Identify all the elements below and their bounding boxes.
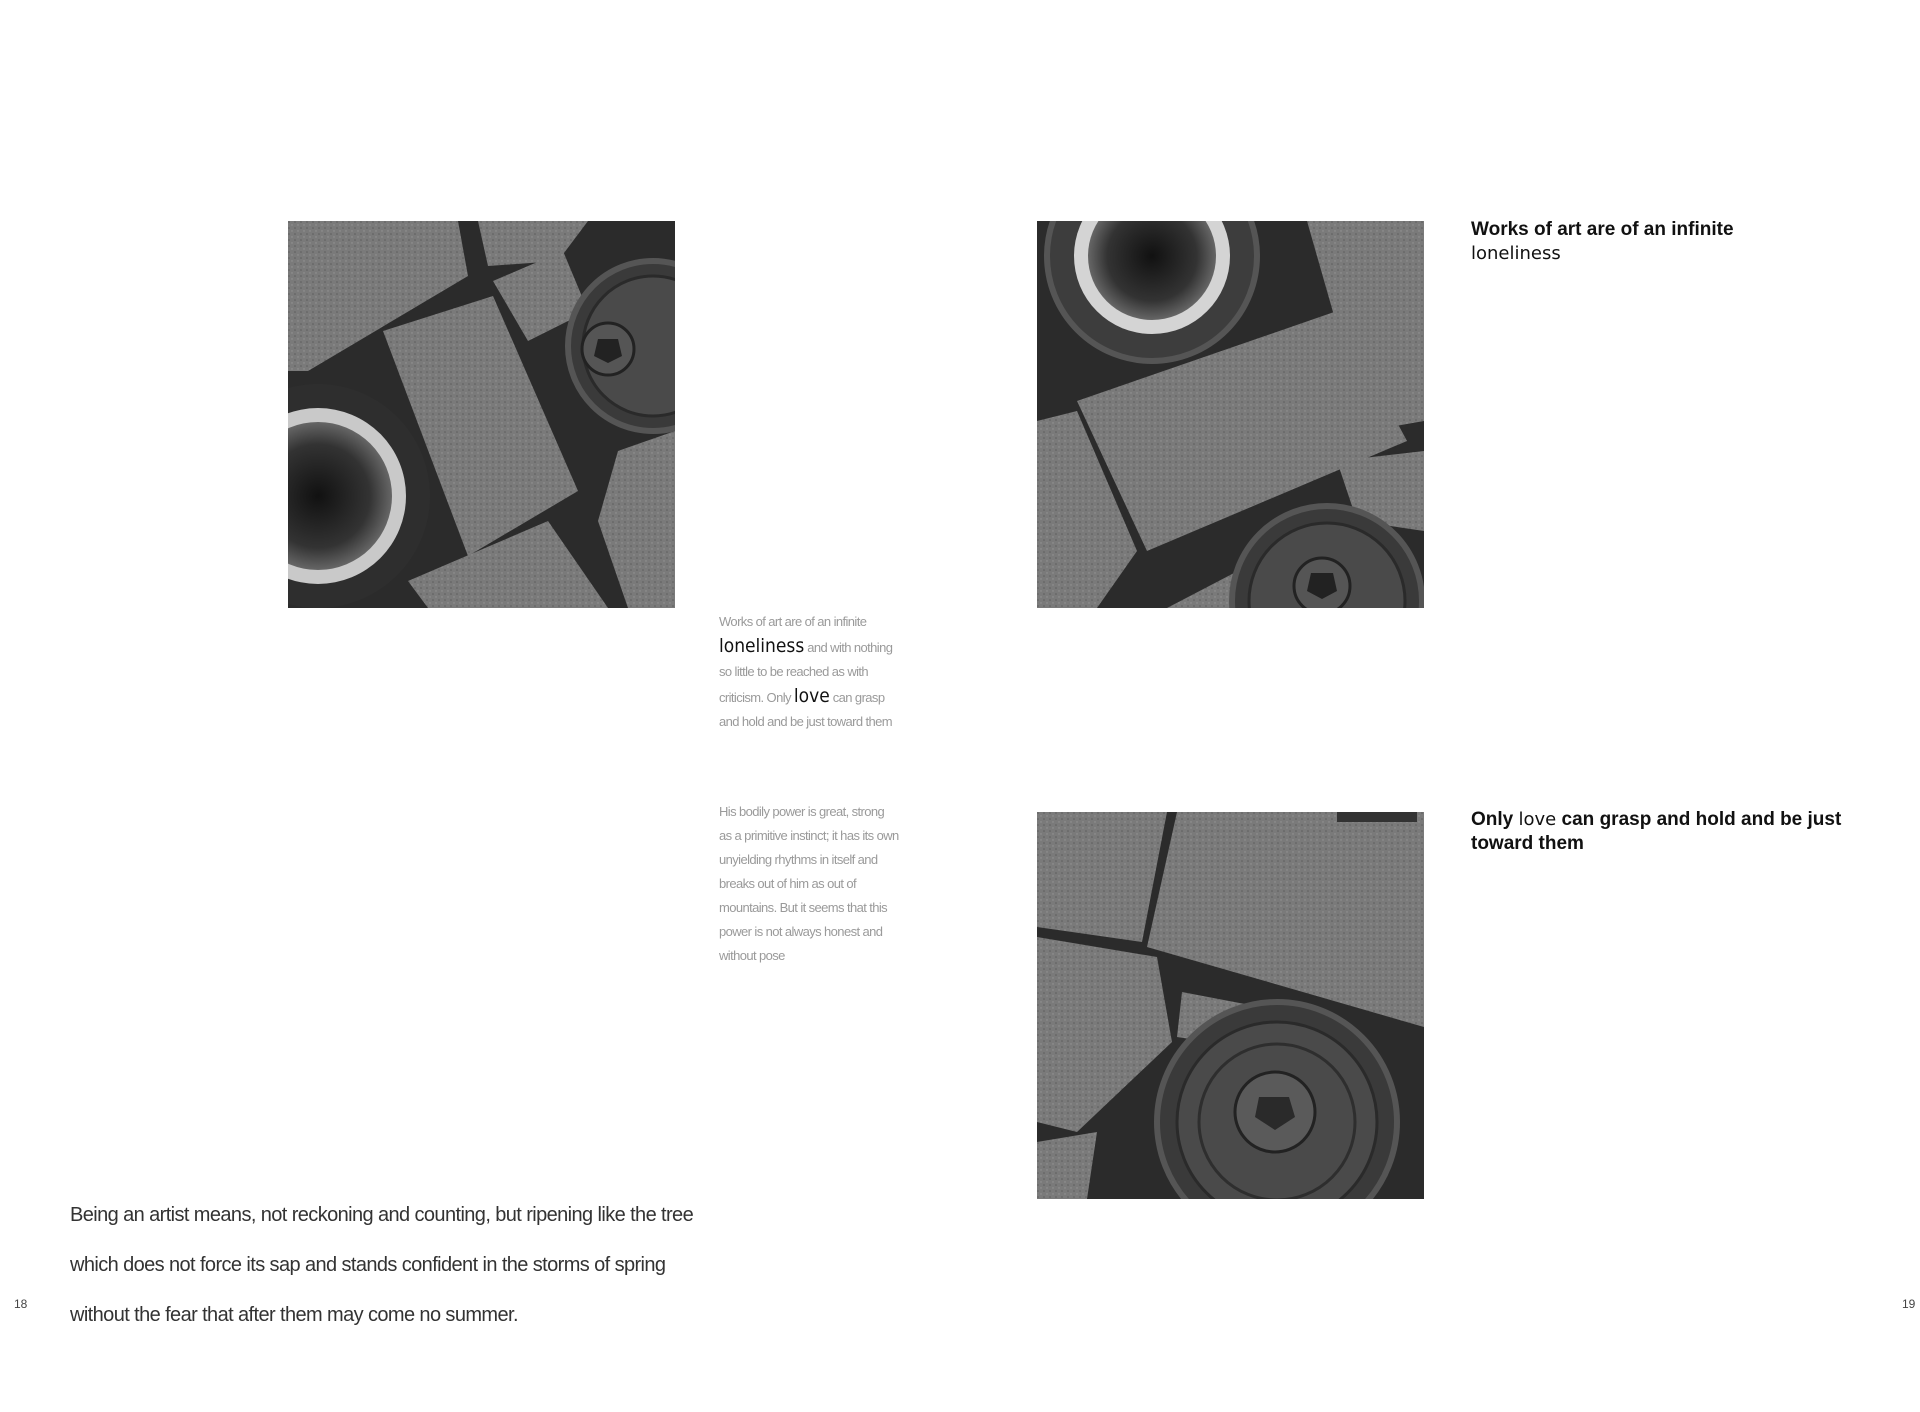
photo-paving-manholes-top-right [1037, 221, 1424, 608]
heading-2-bold-2: can grasp and hold and be just toward them [1471, 809, 1842, 854]
emphasis-love: love [793, 685, 830, 707]
body-text-paragraph-1 [719, 610, 899, 734]
heading-1-bold: Works of art are of an infinite [1471, 219, 1734, 240]
page-number-right: 19 [1902, 1297, 1916, 1311]
heading-2-light: love [1518, 809, 1557, 830]
page-number-left: 18 [14, 1297, 28, 1311]
photo-paving-manholes-left [288, 221, 675, 608]
body-text-paragraph-2: His bodily power is great, strong as a primitive instinct; it has its own unyielding rhythms in itself and breaks out of him as out of mountains. But it seems that this power is not always honest and without pose [719, 804, 899, 963]
artist-quote: Being an artist means, not reckoning and counting, but ripening like the tree which does not force its sap and stands confident in the storms of spring without the fear that after them may come no summer. [70, 1204, 694, 1326]
photo-image [1037, 221, 1424, 608]
photo-paving-manhole-bottom-right [1037, 812, 1424, 1199]
heading-2-bold-1: Only [1471, 809, 1514, 830]
heading-1-light: loneliness [1471, 243, 1561, 264]
body-text-part-1: Works of art are of an infinite [719, 614, 867, 629]
photo-image [1037, 812, 1424, 1199]
heading-works-of-art [1471, 218, 1871, 266]
emphasis-loneliness: loneliness [719, 635, 805, 657]
heading-only-love [1471, 808, 1871, 856]
photo-image [288, 221, 675, 608]
body-text-part-3: can grasp and hold and be just toward them [719, 690, 893, 729]
body-text-part-2: and with nothing so little to be reached as with criticism. Only [719, 640, 893, 705]
